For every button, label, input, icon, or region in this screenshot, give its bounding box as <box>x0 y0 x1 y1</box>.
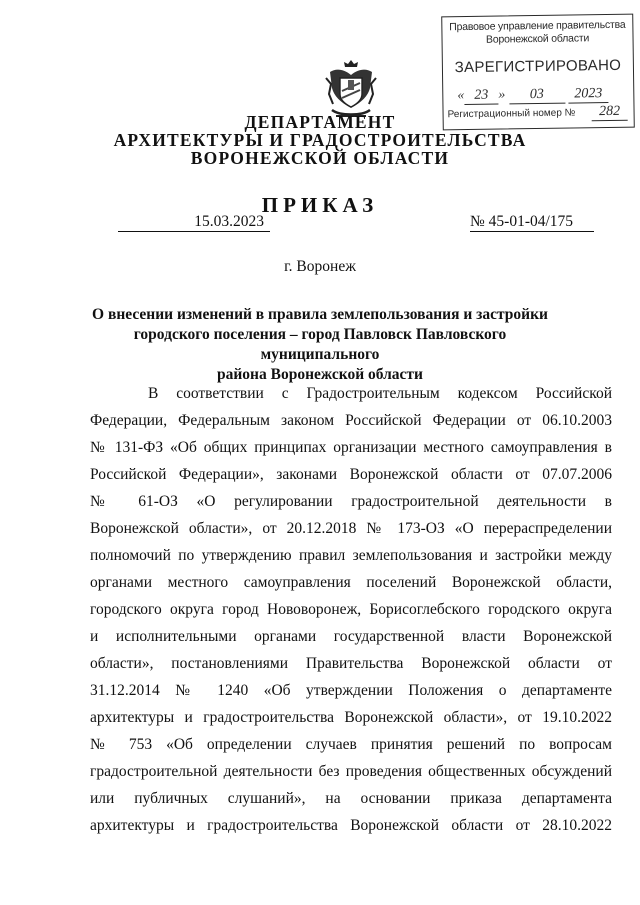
body-line: В соответствии с Градостроительным кодексом Российской <box>148 385 612 402</box>
stamp-org-line-1: Правовое управление правительства <box>449 18 626 34</box>
body-line: Российской Федерации», законами Воронежской области от 07.07.2006 <box>90 466 612 483</box>
stamp-year: 2023 <box>568 86 608 104</box>
stamp-status: ЗАРЕГИСТРИРОВАНО <box>454 56 622 77</box>
body-line: архитектуры и градостроительства Воронежской области», от 19.10.2022 <box>90 709 612 726</box>
body-line: № 131-ФЗ «Об общих принципах организации местного самоуправления в <box>90 439 612 456</box>
department-name-line-1: ДЕПАРТАМЕНТ <box>244 112 396 132</box>
department-name-line-3: ВОРОНЕЖСКОЙ ОБЛАСТИ <box>190 148 450 168</box>
stamp-regno: 282 <box>591 104 627 122</box>
body-line: № 61-ОЗ «О регулировании градостроительной деятельности в <box>90 493 612 510</box>
body-line: полномочий по утверждению правил землепользования и застройки между <box>90 547 612 564</box>
body-line: архитектуры и градостроительства Воронежской области от 28.10.2022 <box>90 817 612 834</box>
subject-line: района Воронежской области <box>217 366 423 383</box>
body-line: городского округа город Нововоронеж, Борисоглебского городского округа <box>90 601 612 618</box>
stamp-month: 03 <box>509 87 565 105</box>
body-line: органами местного самоуправления поселений Воронежской области, <box>90 574 612 591</box>
subject-line: О внесении изменений в правила землепользования и застройки <box>92 306 548 323</box>
order-date: 15.03.2023 <box>118 213 270 232</box>
stamp-date: « 23 » 03 2023 <box>457 86 608 105</box>
stamp-organization <box>442 19 632 48</box>
body-line: Воронежской области», от 20.12.2018 № 173-ОЗ «О перераспределении <box>90 520 612 537</box>
body-line: области», постановлениями Правительства Воронежской области от <box>90 655 612 672</box>
body-line: № 753 «Об определении случаев принятия решений по вопросам <box>90 736 612 753</box>
body-line: 31.12.2014 № 1240 «Об утверждении Положения о департаменте <box>90 682 612 699</box>
stamp-regno-label: Регистрационный номер № <box>447 107 576 121</box>
department-name-line-2: АРХИТЕКТУРЫ И ГРАДОСТРОИТЕЛЬСТВА <box>113 130 527 150</box>
body-line: Федерации, Федеральным законом Российской Федерации от 06.10.2003 <box>90 412 612 429</box>
stamp-org-line-2: Воронежской области <box>485 32 590 46</box>
body-line: или публичных слушаний», на основании приказа департамента <box>90 790 612 807</box>
body-line: градостроительной деятельности без проведения общественных обсуждений <box>90 763 612 780</box>
order-subject <box>90 305 550 385</box>
subject-line: городского поселения – город Павловск Павловского муниципального <box>133 326 507 363</box>
body-line: и исполнительными органами государственной власти Воронежской <box>90 628 612 645</box>
document-type-title: ПРИКАЗ <box>261 193 379 217</box>
stamp-day: 23 <box>464 88 498 105</box>
city-name: г. Воронеж <box>284 258 356 275</box>
coat-of-arms-emblem <box>322 58 380 120</box>
order-number: № 45-01-04/175 <box>470 213 594 232</box>
